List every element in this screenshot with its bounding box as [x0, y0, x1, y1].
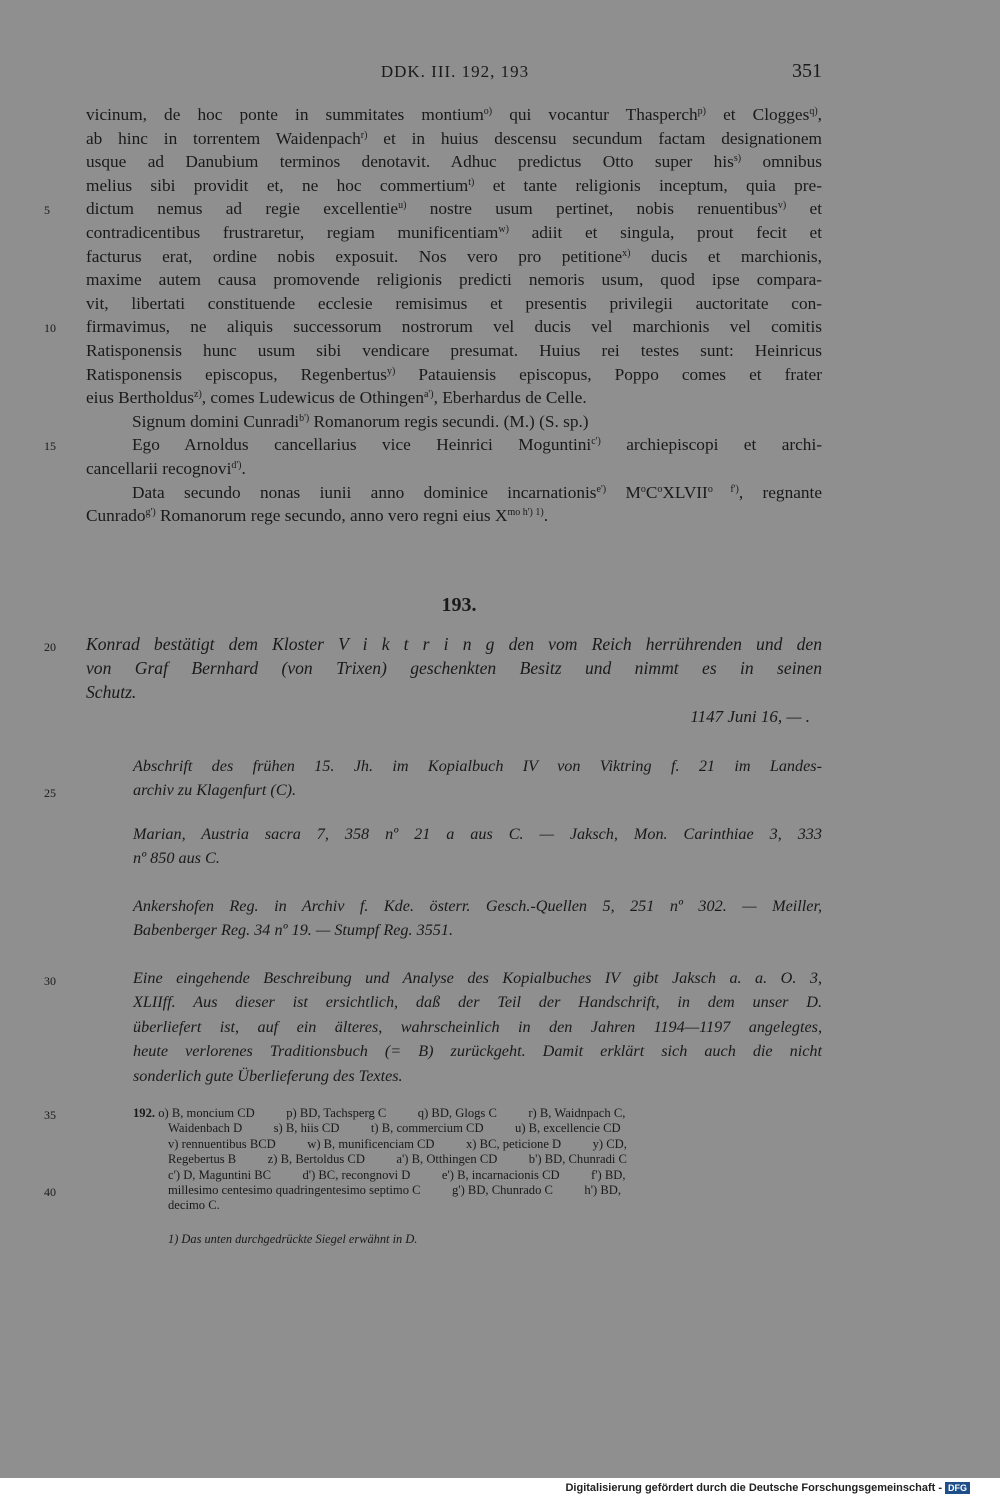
text-line: Ratisponensis hunc usum sibi vendicare presumat. Huius rei testes sunt: Heinricus: [86, 340, 822, 360]
text-line: cancellarii recognovi$^{d')}$.: [86, 458, 246, 478]
text-line: eius Bertholdus$^{z)}$, comes Ludewicus de Othingen$^{a')}$, Eberhardus de Celle.: [86, 388, 587, 408]
footnote-marker: t): [468, 176, 475, 188]
footnote-marker: v): [777, 200, 787, 212]
text-line: Ratisponensis episcopus, Regenbertus$^{y)}$ Patauiensis episcopus, Poppo comes et frater: [86, 364, 822, 384]
date-line: 1147 Juni 16, — .: [690, 707, 810, 726]
note-line: archiv zu Klagenfurt (C).: [133, 781, 297, 800]
apparatus-line: Regebertus B z) B, Bertoldus CD a') B, Otthingen CD b') BD, Chunradi C: [168, 1152, 627, 1167]
text-line: Ego Arnoldus cancellarius vice Heinrici Moguntini$^{c')}$ archiepiscopi et archi-: [132, 435, 823, 455]
footnote-marker: x): [622, 247, 631, 259]
note-line: überliefert ist, auf ein älteres, wahrscheinlich in den Jahren 1194—1197 angelegtes,: [133, 1017, 822, 1036]
charter-text: [86, 103, 822, 528]
footnote-marker: b'): [299, 412, 310, 424]
apparatus-line: millesimo centesimo quadringentesimo septimo C g') BD, Chunrado C h') BD,: [168, 1183, 621, 1198]
text-line: dictum nemus ad regie excellentie$^{u)}$ nostre usum pertinet, nobis renuentibus$^{v)}$ et: [86, 199, 822, 219]
text-line: vit, libertati constituende ecclesie remisimus et presentis privilegii auctoritate con-: [86, 293, 822, 313]
footnote-marker: z): [194, 389, 202, 401]
note-line: Ankershofen Reg. in Archiv f. Kde. österr. Gesch.-Quellen 5, 251 nº 302. — Meiller,: [133, 897, 822, 915]
footnote-marker: q): [809, 106, 818, 117]
footnote-marker: y): [386, 365, 396, 377]
note-line: heute verlorenes Traditionsbuch (= B) zurückgeht. Damit erklärt sich auch die nicht: [133, 1042, 822, 1061]
text-line: facturus erat, ordine nobis exposuit. Nos vero pro petitione$^{x)}$ ducis et marchionis,: [86, 246, 822, 266]
line-number: 25: [44, 786, 56, 801]
document-number: 193.: [441, 594, 477, 616]
line-number: 35: [44, 1108, 56, 1122]
note-paragraph: [133, 754, 822, 803]
text-line: contradicentibus frustraretur, regiam munificentiam$^{w)}$ adiit et singula, prout fecit et: [86, 222, 823, 242]
page-footer: [565, 1482, 970, 1494]
apparatus-line: 192. o) B, moncium CD p) BD, Tachsperg C q) BD, Glogs C r) B, Waidnpach C,: [133, 1106, 626, 1120]
footnote-marker: o: [657, 483, 663, 495]
apparatus-line: c') D, Maguntini BC d') BC, recongnovi D e') B, incarnacionis CD f') BD,: [168, 1167, 626, 1182]
apparatus-line: Waidenbach D s) B, hiis CD t) B, commercium CD u) B, excellencie CD: [168, 1121, 621, 1136]
footnote-marker: o: [640, 483, 646, 495]
summary-line: von Graf Bernhard (von Trixen) geschenkten Besitz und nimmt es in seinen: [86, 657, 822, 678]
text-line: firmavimus, ne aliquis successorum nostrorum vel ducis vel marchionis vel comitis: [86, 317, 822, 337]
text-line: Cunrado$^{g')}$ Romanorum rege secundo, anno vero regni eius $X^{mo h') 1)}$.: [86, 506, 549, 526]
note-line: XLIIff. Aus dieser ist ersichtlich, daß der Teil der Handschrift, in dem unser D.: [133, 993, 822, 1012]
text-line: usque ad Danubium terminos denotavit. Adhuc predictus Otto super his$^{s)}$ omnibus: [86, 152, 822, 172]
note-paragraph: [133, 894, 822, 943]
text-line: maxime autem causa promovende religionis predicti nemoris usum, quod ipse compara-: [86, 270, 822, 290]
note-line: nº 850 aus C.: [133, 849, 220, 868]
line-number: 5: [44, 203, 50, 218]
line-number: 40: [44, 1185, 56, 1199]
running-header: [0, 60, 1000, 86]
footnote-marker: s): [733, 153, 742, 165]
footnote-marker: c'): [591, 436, 601, 448]
footnote-marker: p): [697, 106, 706, 117]
footnote: 1) Das unten durchgedrückte Siegel erwähnt in D.: [168, 1232, 418, 1246]
text-line: vicinum, de hoc ponte in summitates montium$^{o)}$ qui vocantur Thasperch$^{p)}$ et Clogges$^{q)}$,: [86, 105, 822, 124]
apparatus-label: 192.: [133, 1106, 159, 1120]
line-number: 30: [44, 974, 56, 988]
note-paragraph: [133, 822, 822, 871]
footer-text: Digitalisierung gefördert durch die Deutsche Forschungsgemeinschaft -: [565, 1482, 942, 1494]
apparatus-line: v) rennuentibus BCD w) B, munificenciam CD x) BC, peticione D y) CD,: [168, 1136, 627, 1151]
footnote-marker: mo h') 1): [507, 507, 544, 519]
footnote-marker: o f'): [707, 483, 739, 495]
summary-line: Schutz.: [86, 681, 137, 702]
footnote-marker: e'): [596, 483, 607, 495]
text-line: ab hinc in torrentem Waidenpach$^{r)}$ et in huius descensu secundum factam designationem: [86, 128, 822, 148]
footnote-marker: u): [398, 200, 407, 212]
footnote-marker: w): [498, 223, 509, 235]
header-title: DDK. III. 192, 193: [380, 62, 530, 81]
note-line: Babenberger Reg. 34 nº 19. — Stumpf Reg. 3551.: [133, 921, 454, 940]
note-line: Marian, Austria sacra 7, 358 nº 21 a aus C. — Jaksch, Mon. Carinthiae 3, 333: [133, 825, 822, 843]
text-line: melius sibi providit et, ne hoc commertium$^{t)}$ et tante religionis inceptum, quia pre-: [86, 175, 822, 195]
footnote-marker: r): [360, 129, 368, 141]
apparatus-line: decimo C.: [168, 1198, 220, 1213]
summary-line: Konrad bestätigt dem Kloster V i k t r i n g den vom Reich herrührenden und den: [86, 634, 822, 654]
note-line: sonderlich gute Überlieferung des Textes.: [133, 1066, 403, 1085]
dfg-logo: DFG: [945, 1482, 970, 1494]
text-line: Data secundo nonas iunii anno dominice incarnationis$^{e')}$ $M^oC^oXLVII^{o f')}$, regnante: [132, 482, 822, 502]
note-line: Eine eingehende Beschreibung und Analyse des Kopialbuches IV gibt Jaksch a. a. O. 3,: [133, 969, 822, 987]
regest-summary: [86, 633, 822, 704]
page-number: 351: [792, 60, 822, 82]
footnote-marker: o): [483, 106, 493, 117]
note-paragraph: [133, 966, 822, 1088]
footnote-marker: g'): [145, 507, 156, 519]
line-number: 15: [44, 439, 56, 454]
footnote-marker: d'): [231, 459, 242, 471]
line-number: 10: [44, 321, 56, 336]
critical-apparatus: [133, 1106, 822, 1214]
footnote-marker: a'): [423, 389, 434, 401]
text-line: Signum domini Cunradi$^{b')}$ Romanorum regis secundi. (M.) (S. sp.): [132, 411, 589, 431]
note-line: Abschrift des frühen 15. Jh. im Kopialbuch IV von Viktring f. 21 im Landes-: [133, 757, 822, 775]
line-number: 20: [44, 640, 56, 654]
